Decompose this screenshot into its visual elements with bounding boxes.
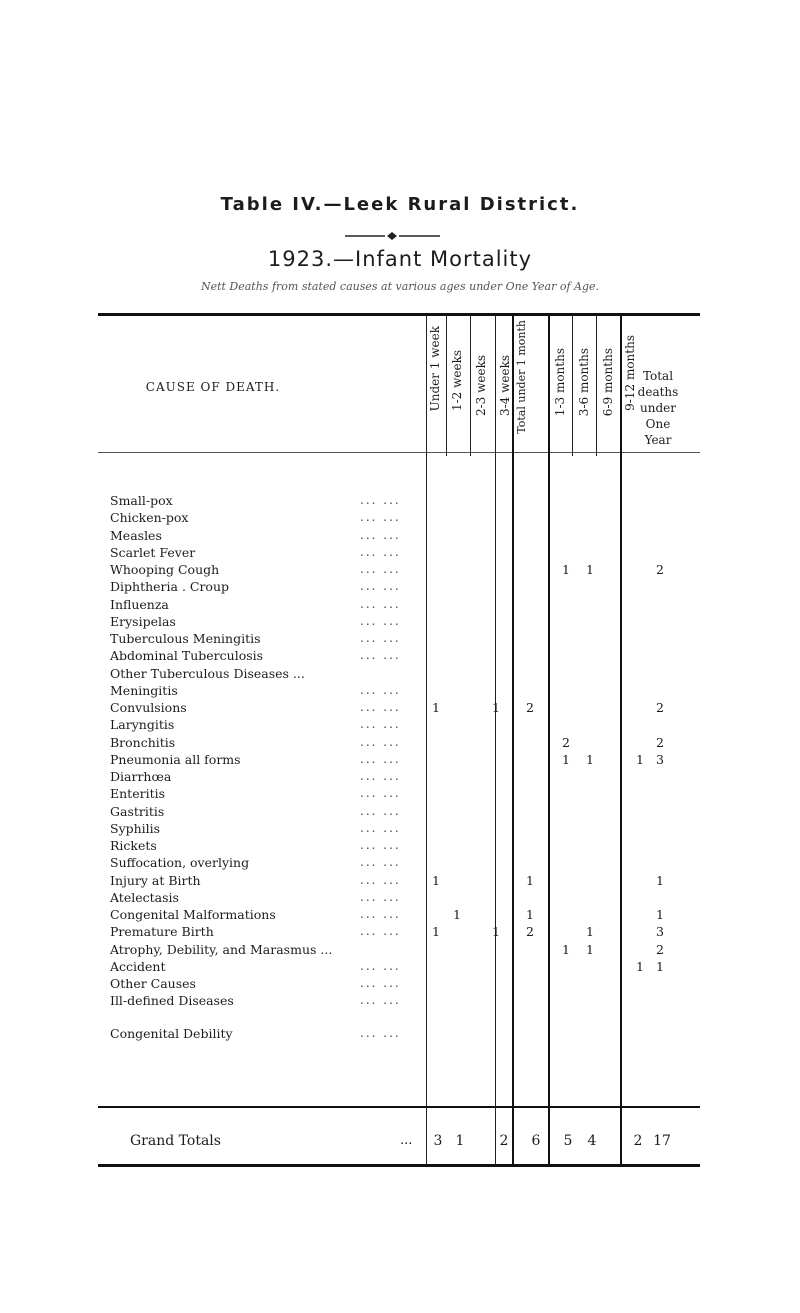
leader-dots: ... ... [360, 769, 401, 783]
table-row [110, 493, 670, 510]
column-rule [446, 316, 447, 456]
cause-label: Diphtheria . Croup [110, 579, 230, 595]
grand-totals-label: Grand Totals [130, 1133, 221, 1149]
cause-label: Tuberculous Meningitis [110, 631, 261, 646]
leader-dots: ... ... [360, 682, 401, 697]
cause-label: Syphilis [110, 820, 161, 836]
leader-dots: ... ... [360, 855, 401, 870]
leader-dots: ... ... [360, 648, 401, 663]
leader-dots: ... ... [360, 1026, 401, 1040]
count-cell: 2 [656, 700, 664, 715]
table-row [110, 976, 670, 993]
col-header-total-under-1-month: Total under 1 month [515, 320, 528, 434]
count-cell: 1 [526, 872, 534, 888]
col-header-under-1-week: Under 1 week [428, 326, 442, 412]
leader-dots: ... ... [360, 993, 401, 1008]
table-row [110, 510, 670, 527]
leader-dots: ... ... [360, 734, 401, 749]
table-row [110, 804, 670, 821]
cause-label: Whooping Cough [110, 562, 220, 577]
count-cell: 1 [432, 924, 440, 940]
count-cell: 1 [636, 751, 644, 767]
cause-label: Ill-defined Diseases [110, 993, 234, 1009]
cause-label: Influenza [110, 596, 169, 612]
count-cell: 1 [453, 907, 461, 922]
leader-dots: ... ... [360, 579, 401, 594]
count-cell: 2 [562, 734, 570, 750]
column-rule [572, 316, 573, 456]
leader-dots: ... ... [360, 803, 401, 818]
table-row [110, 838, 670, 855]
column-rule [470, 316, 471, 456]
count-cell: 1 [636, 958, 644, 974]
count-cell: 1 [432, 700, 440, 715]
column-rule [596, 316, 597, 456]
count-cell: 2 [656, 734, 664, 750]
table-row [110, 597, 670, 614]
table-row [110, 717, 670, 734]
table-row [110, 821, 670, 838]
count-cell: 1 [562, 751, 570, 767]
table-row [110, 924, 670, 941]
cause-label: Erysipelas [110, 613, 176, 629]
grand-total-cell: 2 [633, 1133, 643, 1149]
cause-label: Diarrhœa [110, 769, 172, 784]
cause-label: Gastritis [110, 803, 165, 819]
count-cell: 1 [492, 700, 500, 715]
count-cell: 1 [656, 872, 664, 888]
cause-label: Bronchitis [110, 734, 176, 750]
col-header-total-under-one-year: Total deaths under One Year [637, 369, 679, 447]
table-row [110, 907, 670, 924]
leader-dots: ... ... [360, 907, 401, 921]
cause-label: Convulsions [110, 700, 187, 715]
totals-top-rule [98, 1106, 700, 1108]
table-row [110, 769, 670, 786]
leader-dots: ... ... [360, 700, 401, 714]
count-cell: 1 [656, 958, 664, 974]
count-cell: 1 [586, 924, 594, 940]
table-row [110, 752, 670, 769]
leader-dots: ... ... [360, 838, 401, 852]
count-cell: 1 [432, 872, 440, 888]
cause-label: Atelectasis [110, 889, 179, 905]
count-cell: 1 [492, 924, 500, 940]
cause-label: Congenital Debility [110, 1026, 233, 1041]
table-row [110, 786, 670, 803]
count-cell: 3 [656, 751, 664, 767]
cause-label: Injury at Birth [110, 872, 201, 888]
grand-total-cell: 5 [563, 1133, 573, 1149]
grand-total-cell: 6 [531, 1133, 541, 1149]
leader-dots: ... ... [360, 820, 401, 835]
grand-total-cell: 1 [455, 1133, 465, 1149]
table-row [110, 700, 670, 717]
col-header-9-12-months: 9-12 months [623, 335, 637, 411]
table-row [110, 614, 670, 631]
cause-label: Meningitis [110, 682, 178, 698]
col-header-2-3-weeks: 2-3 weeks [474, 355, 488, 417]
table-row [110, 942, 670, 959]
table-row [110, 890, 670, 907]
ornament-divider [345, 230, 440, 242]
table-row [110, 579, 670, 596]
leader-dots: ... ... [360, 786, 401, 801]
table-bottom-rule [98, 1164, 700, 1167]
grand-total-cell: 2 [499, 1133, 509, 1149]
table-row [110, 666, 670, 683]
count-cell: 2 [526, 924, 534, 940]
cause-label: Chicken-pox [110, 510, 189, 526]
cause-label: Atrophy, Debility, and Marasmus ... [110, 941, 333, 957]
count-cell: 3 [656, 924, 664, 940]
cause-label: Other Causes [110, 976, 196, 991]
table-row [110, 562, 670, 579]
leader-dots: ... ... [360, 976, 401, 990]
count-cell: 1 [586, 751, 594, 767]
table-row [110, 959, 670, 976]
count-cell: 1 [562, 562, 570, 577]
cause-label: Rickets [110, 838, 157, 853]
col-header-1-3-months: 1-3 months [553, 348, 567, 417]
cause-label: Enteritis [110, 786, 166, 802]
leader-dots: ... ... [360, 958, 401, 973]
cause-column-header: CAUSE OF DEATH. [145, 380, 281, 394]
cause-label: Premature Birth [110, 924, 214, 940]
leader-dots: ... ... [360, 751, 401, 766]
cause-label: Scarlet Fever [110, 544, 196, 560]
count-cell: 1 [586, 941, 594, 957]
grand-total-cell: 3 [433, 1133, 443, 1149]
count-cell: 1 [526, 907, 534, 922]
leader-dots: ... ... [360, 717, 401, 732]
count-cell: 1 [586, 562, 594, 577]
leader-dots: ... ... [360, 544, 401, 559]
subtitle-note: Nett Deaths from stated causes at various ages under One Year of Age. [200, 280, 600, 293]
leader-dots: ... ... [360, 889, 401, 904]
col-header-1-2-weeks: 1-2 weeks [450, 350, 464, 412]
cause-label: Laryngitis [110, 717, 175, 733]
count-cell: 1 [562, 941, 570, 957]
grand-total-cell: 4 [587, 1133, 597, 1149]
cause-label: Accident [110, 958, 166, 974]
leader-dots: ... ... [360, 596, 401, 611]
table-row [110, 993, 670, 1010]
table-top-rule [98, 313, 700, 316]
leader-dots: ... ... [360, 872, 401, 887]
cause-label: Pneumonia all forms [110, 751, 241, 767]
table-row [110, 631, 670, 648]
count-cell: 2 [526, 700, 534, 715]
table-row [110, 683, 670, 700]
cause-label: Congenital Malformations [110, 907, 276, 922]
cause-label: Small-pox [110, 493, 173, 508]
leader-dots: ... ... [360, 631, 401, 645]
col-header-6-9-months: 6-9 months [601, 348, 615, 417]
grand-totals-dots: ... [400, 1133, 413, 1148]
cause-label: Suffocation, overlying [110, 855, 250, 871]
leader-dots: ... ... [360, 510, 401, 525]
table-row [110, 735, 670, 752]
leader-dots: ... ... [360, 527, 401, 542]
col-header-3-4-weeks: 3-4 weeks [498, 355, 512, 417]
col-header-3-6-months: 3-6 months [577, 348, 591, 417]
leader-dots: ... ... [360, 613, 401, 628]
leader-dots: ... ... [360, 562, 401, 576]
table-row [110, 873, 670, 890]
count-cell: 1 [656, 907, 664, 922]
subtitle: 1923.—Infant Mortality [267, 247, 533, 271]
table-row [110, 528, 670, 545]
table-row [110, 648, 670, 665]
cause-label: Other Tuberculous Diseases ... [110, 665, 305, 681]
table-row [110, 1026, 670, 1043]
count-cell: 2 [656, 562, 664, 577]
grand-total-cell: 17 [653, 1133, 671, 1149]
leader-dots: ... ... [360, 493, 401, 507]
table-title: Table IV.—Leek Rural District. [220, 194, 580, 215]
cause-label: Measles [110, 527, 162, 543]
header-bottom-rule [98, 452, 700, 453]
leader-dots: ... ... [360, 924, 401, 939]
cause-label: Abdominal Tuberculosis [110, 648, 264, 664]
table-row [110, 545, 670, 562]
table-row [110, 855, 670, 872]
count-cell: 2 [656, 941, 664, 957]
